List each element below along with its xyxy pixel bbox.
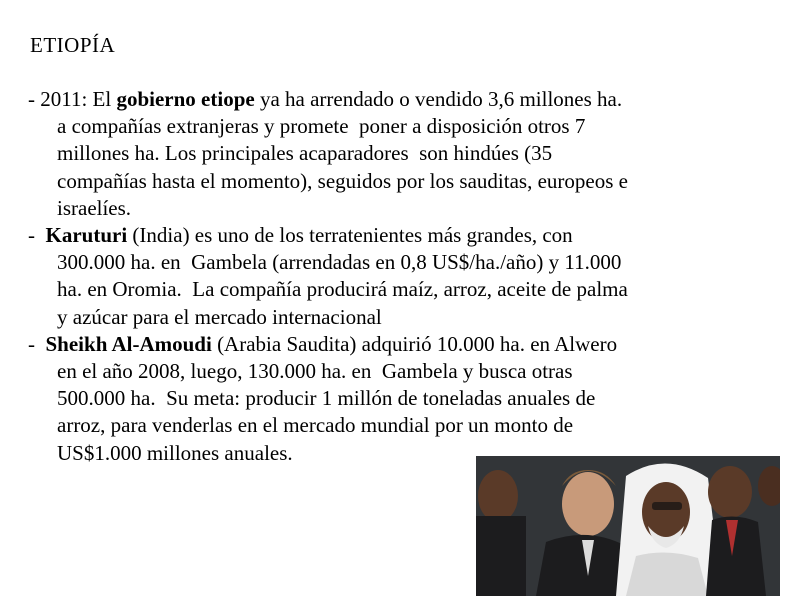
bullet-paragraph [28, 86, 788, 222]
text-line [28, 249, 788, 276]
text-run: - 2011: El [28, 87, 117, 111]
text-run: israelíes. [57, 195, 132, 220]
text-run: (Arabia Saudita) adquirió 10.000 ha. en Alwero [211, 331, 618, 356]
text-run: y azúcar para el mercado internacional [57, 304, 382, 329]
text-line [28, 358, 788, 385]
text-run: ha. en Oromia. La compañía producirá maíz, arroz, aceite de palma [57, 277, 628, 302]
text-line [28, 113, 788, 140]
text-line [28, 140, 788, 167]
bullet-paragraph [28, 222, 788, 331]
photo [476, 456, 780, 596]
text-line [28, 304, 788, 331]
bold-term: Karuturi [45, 223, 128, 248]
text-run: compañías hasta el momento), seguidos por los sauditas, europeos e [57, 168, 628, 193]
text-run: en el año 2008, luego, 130.000 ha. en Gambela y busca otras [57, 359, 573, 384]
text-line [28, 222, 788, 249]
text-run: 300.000 ha. en Gambela (arrendadas en 0,8 US$/ha./año) y 11.000 [57, 250, 622, 275]
text-line [28, 86, 788, 113]
text-line [28, 385, 788, 412]
text-run: ya ha arrendado o vendido 3,6 millones ha. [254, 87, 623, 111]
text-line [28, 276, 788, 303]
text-line [28, 412, 788, 439]
slide-title: ETIOPÍA [30, 33, 116, 57]
photo-of-people-icon [476, 456, 780, 596]
text-run: US$1.000 millones anuales. [57, 440, 293, 465]
bold-term: gobierno etiope [116, 87, 255, 111]
bold-term: Sheikh Al-Amoudi [45, 331, 212, 356]
text-run: - [28, 331, 46, 356]
text-line [28, 331, 788, 358]
text-run: arroz, para venderlas en el mercado mundial por un monto de [57, 413, 574, 438]
text-run: millones ha. Los principales acaparadores son hindúes (35 [57, 141, 553, 166]
text-line [28, 195, 788, 222]
text-run: 500.000 ha. Su meta: producir 1 millón de toneladas anuales de [57, 386, 596, 411]
text-line [28, 168, 788, 195]
text-run: (India) es uno de los terratenientes más grandes, con [127, 223, 573, 248]
slide-body [28, 86, 788, 467]
bullet-paragraph [28, 331, 788, 467]
text-run: - [28, 223, 46, 248]
text-run: a compañías extranjeras y promete poner a disposición otros 7 [57, 114, 586, 139]
